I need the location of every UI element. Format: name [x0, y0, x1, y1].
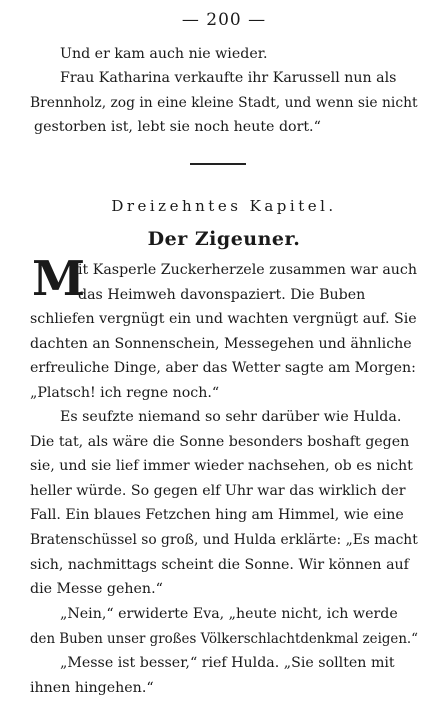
- text-line: Und er kam auch nie wieder.: [60, 46, 268, 62]
- text-line: die Messe gehen.“: [30, 581, 163, 598]
- paragraph-messe: [30, 651, 418, 700]
- first-paragraph-head: [78, 258, 418, 307]
- text-line: heller würde. So gegen elf Uhr war das wirklich der: [30, 482, 406, 499]
- text-line: „Messe ist besser,“ rief Hulda. „Sie sollten mit: [60, 655, 395, 671]
- chapter-label: Dreizehntes Kapitel.: [111, 197, 337, 215]
- paragraph-ending-1: [30, 42, 418, 67]
- text-line: „Nein,“ erwiderte Eva, „heute nicht, ich werde: [60, 606, 398, 622]
- text-line: das Heimweh davonspaziert. Die Buben: [78, 286, 366, 303]
- text-line: sich, nachmittags scheint die Sonne. Wir können auf: [30, 556, 409, 573]
- text-line: Bratenschüssel so groß, und Hulda erklärte: „Es macht: [30, 531, 418, 548]
- paragraph-ending-2: [30, 66, 418, 140]
- first-paragraph-body: [30, 307, 418, 405]
- section-divider: [190, 163, 246, 165]
- paragraph-eva: [30, 602, 418, 651]
- chapter-title: Der Zigeuner.: [147, 228, 301, 250]
- text-line: Brennholz, zog in eine kleine Stadt, und wenn sie nicht: [30, 94, 418, 111]
- text-line: it Kasperle Zuckerherzele zusammen war auch: [78, 262, 418, 278]
- page-number: — 200 —: [181, 10, 267, 30]
- text-line: den Buben unser großes Völkerschlachtdenkmal zeigen.“: [30, 630, 419, 647]
- text-line: ihnen hingehen.“: [30, 679, 154, 696]
- text-line: sie, und sie lief immer wieder nachsehen, ob es nicht: [30, 458, 413, 475]
- text-line: Fall. Ein blaues Fetzchen hing am Himmel, wie eine: [30, 507, 404, 524]
- text-line: „Platsch! ich regne noch.“: [30, 384, 220, 401]
- text-line: Es seufzte niemand so sehr darüber wie Hulda.: [60, 409, 402, 425]
- text-line: erfreuliche Dinge, aber das Wetter sagte am Morgen:: [30, 360, 416, 377]
- text-line: dachten an Sonnenschein, Messegehen und ähnliche: [30, 335, 412, 352]
- text-line: Frau Katharina verkaufte ihr Karussell nun als: [60, 70, 397, 86]
- drop-cap: M: [32, 251, 86, 307]
- text-line: gestorben ist, lebt sie noch heute dort.“: [34, 119, 321, 136]
- text-line: Die tat, als wäre die Sonne besonders boshaft gegen: [30, 433, 410, 450]
- text-line: schliefen vergnügt ein und wachten vergnügt auf. Sie: [30, 311, 417, 327]
- paragraph-hulda: [30, 405, 418, 602]
